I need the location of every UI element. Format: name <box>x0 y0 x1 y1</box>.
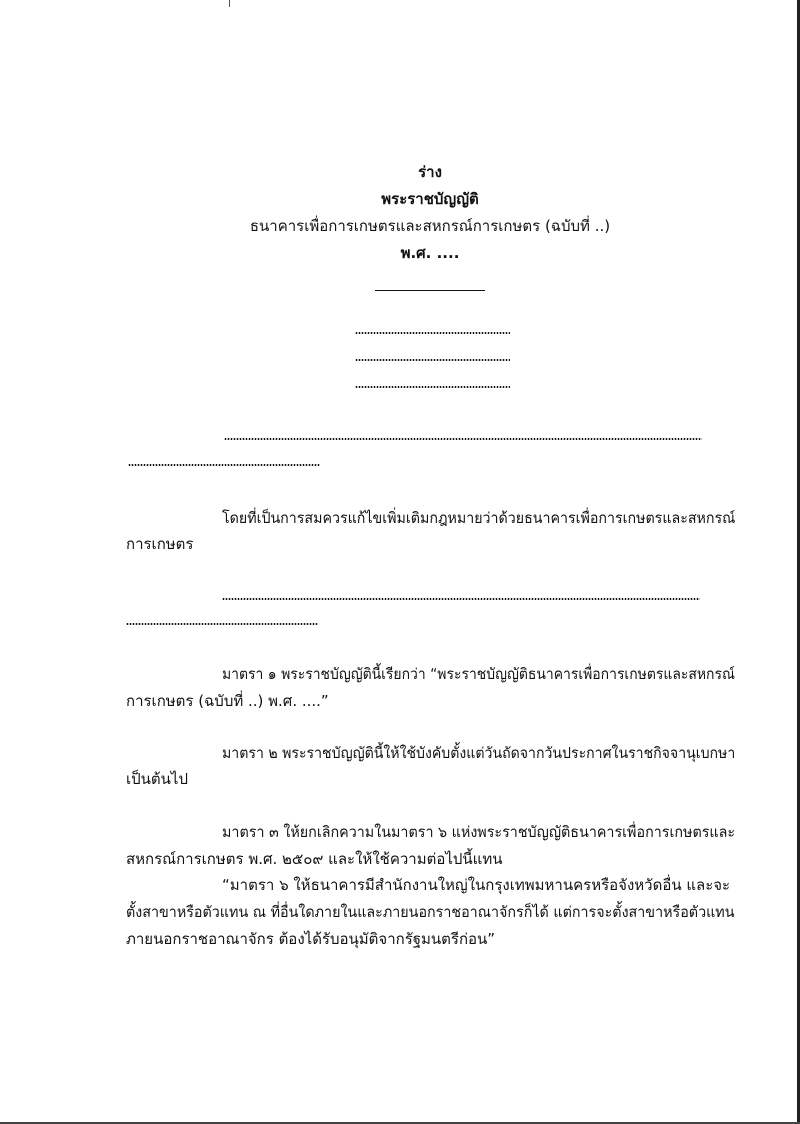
blank-line-2 <box>355 359 510 361</box>
section-3-line-1: มาตรา ๓ ให้ยกเลิกความในมาตรา ๖ แห่งพระราชบัญญัติธนาคารเพื่อการเกษตรและ <box>222 823 736 841</box>
blank-line-5 <box>128 464 320 466</box>
blank-line-4 <box>224 438 702 440</box>
scan-mark <box>229 0 230 7</box>
preamble-line-2: การเกษตร <box>126 535 194 553</box>
section-2-line-2: เป็นต้นไป <box>126 770 188 788</box>
act-name: ธนาคารเพื่อการเกษตรและสหกรณ์การเกษตร (ฉบับที่ ..) <box>249 217 611 235</box>
section-1-line-2: การเกษตร (ฉบับที่ ..) พ.ศ. ....” <box>126 692 329 710</box>
blank-line-1 <box>355 332 510 334</box>
act-label: พระราชบัญญัติ <box>381 190 479 208</box>
section-3-quote-2: ตั้งสาขาหรือตัวแทน ณ ที่อื่นใดภายในและภายนอกราชอาณาจักรก็ได้ แต่การจะตั้งสาขาหรือตัวแทน <box>126 903 735 921</box>
section-3-line-2: สหกรณ์การเกษตร พ.ศ. ๒๕๐๙ และให้ใช้ความต่อไปนี้แทน <box>126 850 503 868</box>
blank-line-7 <box>126 623 318 625</box>
preamble-line-1: โดยที่เป็นการสมควรแก้ไขเพิ่มเติมกฎหมายว่าด้วยธนาคารเพื่อการเกษตรและสหกรณ์ <box>222 509 736 527</box>
title-underline <box>375 290 485 291</box>
section-3-quote-1: “มาตรา ๖ ให้ธนาคารมีสำนักงานใหญ่ในกรุงเทพมหานครหรือจังหวัดอื่น และจะ <box>222 876 731 894</box>
blank-line-6 <box>222 598 700 600</box>
draft-label: ร่าง <box>418 163 442 181</box>
section-2-line-1: มาตรา ๒ พระราชบัญญัตินี้ให้ใช้บังคับตั้งแต่วันถัดจากวันประกาศในราชกิจจานุเบกษา <box>222 744 736 762</box>
act-year: พ.ศ. .... <box>400 244 460 262</box>
section-3-quote-3: ภายนอกราชอาณาจักร ต้องได้รับอนุมัติจากรัฐมนตรีก่อน” <box>126 930 496 948</box>
section-1-line-1: มาตรา ๑ พระราชบัญญัตินี้เรียกว่า “พระราชบัญญัติธนาคารเพื่อการเกษตรและสหกรณ์ <box>222 665 735 683</box>
blank-line-3 <box>355 386 510 388</box>
